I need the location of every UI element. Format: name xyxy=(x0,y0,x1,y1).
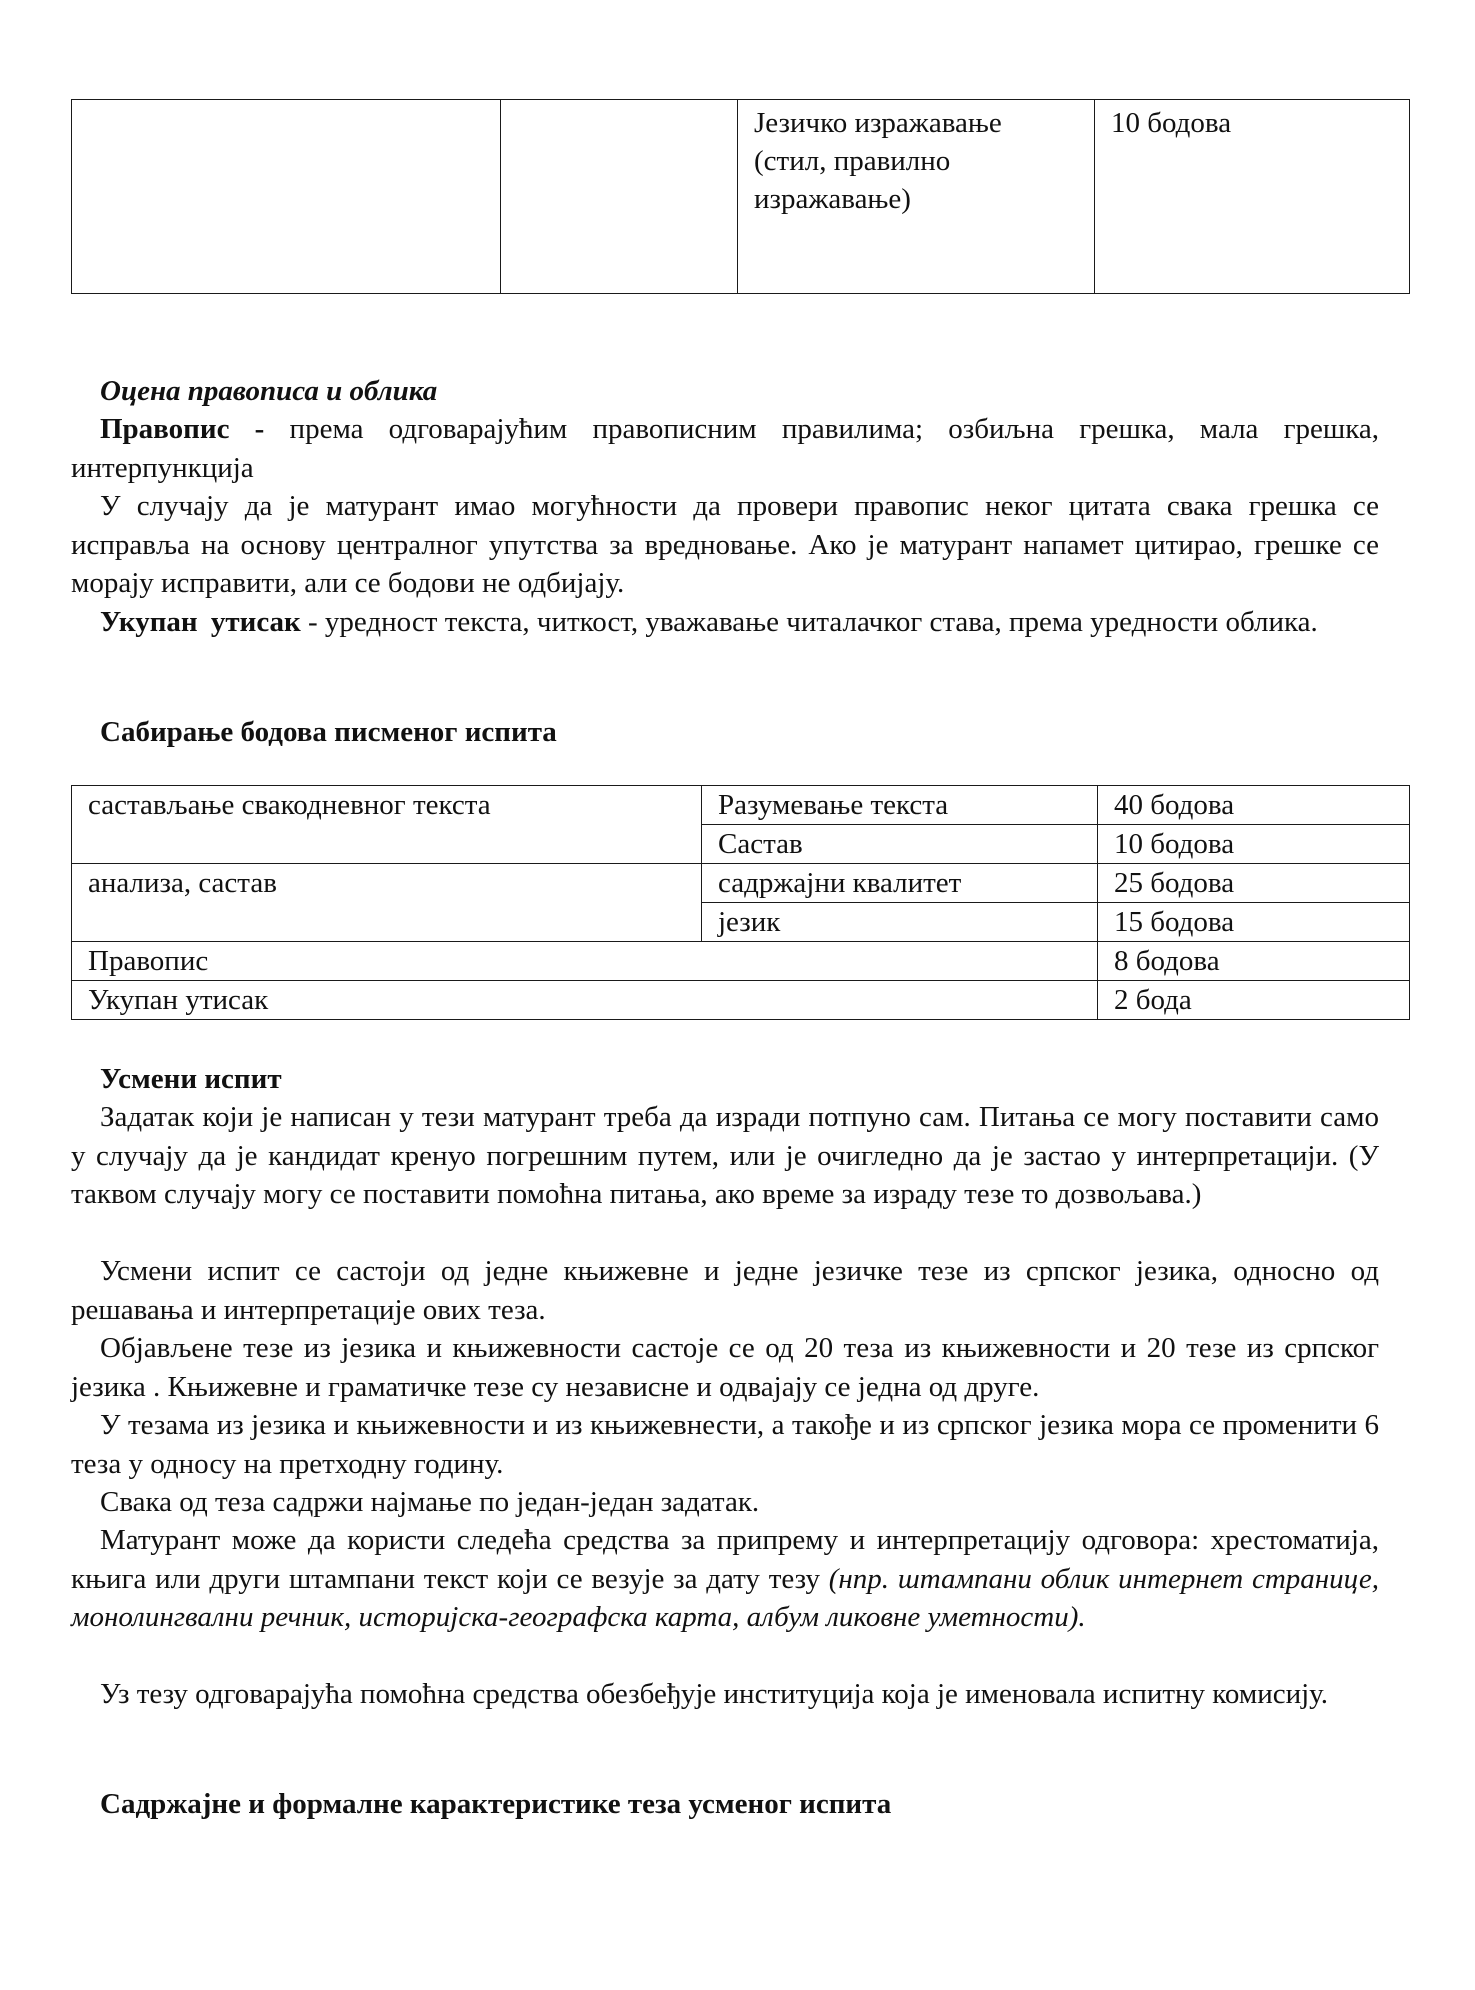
table-cell-points: 10 бодова xyxy=(1098,825,1410,864)
table-cell-points: 40 бодова xyxy=(1098,786,1410,825)
table-row xyxy=(72,100,1410,294)
table-row xyxy=(72,942,1410,981)
table-cell-points: 8 бодова xyxy=(1098,942,1410,981)
paragraph-impression: Укупан утисак - уредност текста, читкост, уважавање читалачког става, према уредности облика. xyxy=(100,606,1318,638)
table-cell-part: садржајни квалитет xyxy=(702,864,1098,903)
paragraph-oral-6: Матурант може да користи следећа средства за припрему и интерпретацију одговора: хрестоматија, књига или други штампани текст који се везује за дату тезу (нпр. штампани облик интернет странице, монолингвални речник, историјска-географска карта, албум ликовне уметности). xyxy=(71,1524,1379,1633)
scoring-table xyxy=(71,785,1410,1020)
term-impression: Укупан утисак xyxy=(100,606,301,638)
section-heading-oral: Усмени испит xyxy=(100,1063,282,1095)
table-cell-points: 25 бодова xyxy=(1098,864,1410,903)
section-heading-spelling: Оцена правописа и облика xyxy=(100,375,438,407)
table-cell-part: Разумевање текста xyxy=(702,786,1098,825)
table-cell xyxy=(72,100,501,294)
table-row xyxy=(72,786,1410,825)
paragraph-oral-4: У тезама из језика и књижевности и из књижевнести, а такође и из српског језика мора се променити 6 теза у односу на претходну годину. xyxy=(71,1409,1379,1480)
table-cell xyxy=(501,100,738,294)
table-cell-task: анализа, састав xyxy=(72,864,702,942)
paragraph-spelling: Правопис - према одговарајућим правописним правилима; озбиљна грешка, мала грешка, интерпункција xyxy=(71,413,1379,484)
term-spelling: Правопис - xyxy=(100,413,265,445)
table-cell-task: Укупан утисак xyxy=(72,981,1098,1020)
paragraph-oral-1: Задатак који је написан у тези матурант треба да изради потпуно сам. Питања се могу поставити само у случају да је кандидат кренуо погрешним путем, или је очигледно да је застао у интерпретацији. (У таквом случају могу се поставити помоћна питања, ако време за израду тезе то дозвољава.) xyxy=(71,1101,1379,1210)
section-heading-final: Садржајне и формалне карактеристике теза усменог испита xyxy=(100,1788,892,1820)
paragraph-oral-2: Усмени испит се састоји од једне књижевне и једне језичке тезе из српског језика, односно од решавања и интерпретације ових теза. xyxy=(71,1255,1379,1326)
table-cell: Језичко изражавање (стил, правилно изражавање) xyxy=(738,100,1095,294)
italic-examples: (нпр. штампани облик интернет странице, монолингвални речник, историјска-географска карта, албум ликовне уметности). xyxy=(71,1562,1379,1633)
table-cell: 10 бодова xyxy=(1095,100,1410,294)
table-row xyxy=(72,981,1410,1020)
paragraph-oral-7: Уз тезу одговарајућа помоћна средства обезбеђује институција која је именовала испитну комисију. xyxy=(100,1678,1329,1710)
table-cell-part: језик xyxy=(702,903,1098,942)
paragraph-oral-3: Објављене тезе из језика и књижевности састоје се од 20 теза из књижевности и 20 тезе из српског језика . Књижевне и граматичке тезе су независне и одвајају се једна од друге. xyxy=(71,1332,1379,1403)
paragraph-oral-5: Свака од теза садржи најмање по један-један задатак. xyxy=(100,1486,760,1518)
table-row xyxy=(72,864,1410,903)
table-cell-task: Правопис xyxy=(72,942,1098,981)
paragraph-citation: У случају да је матурант имао могућности да провери правопис неког цитата свака грешка се исправља на основу централног упутства за вредновање. Ако је матурант напамет цитирао, грешке се морају исправити, али се бодови не одбијају. xyxy=(71,490,1379,599)
table-cell-points: 15 бодова xyxy=(1098,903,1410,942)
table-cell-points: 2 бода xyxy=(1098,981,1410,1020)
table-cell-task: састављање свакодневног текста xyxy=(72,786,702,864)
table-cell-part: Састав xyxy=(702,825,1098,864)
criteria-table xyxy=(71,99,1410,294)
section-heading-scoring: Сабирање бодова писменог испита xyxy=(100,716,557,748)
